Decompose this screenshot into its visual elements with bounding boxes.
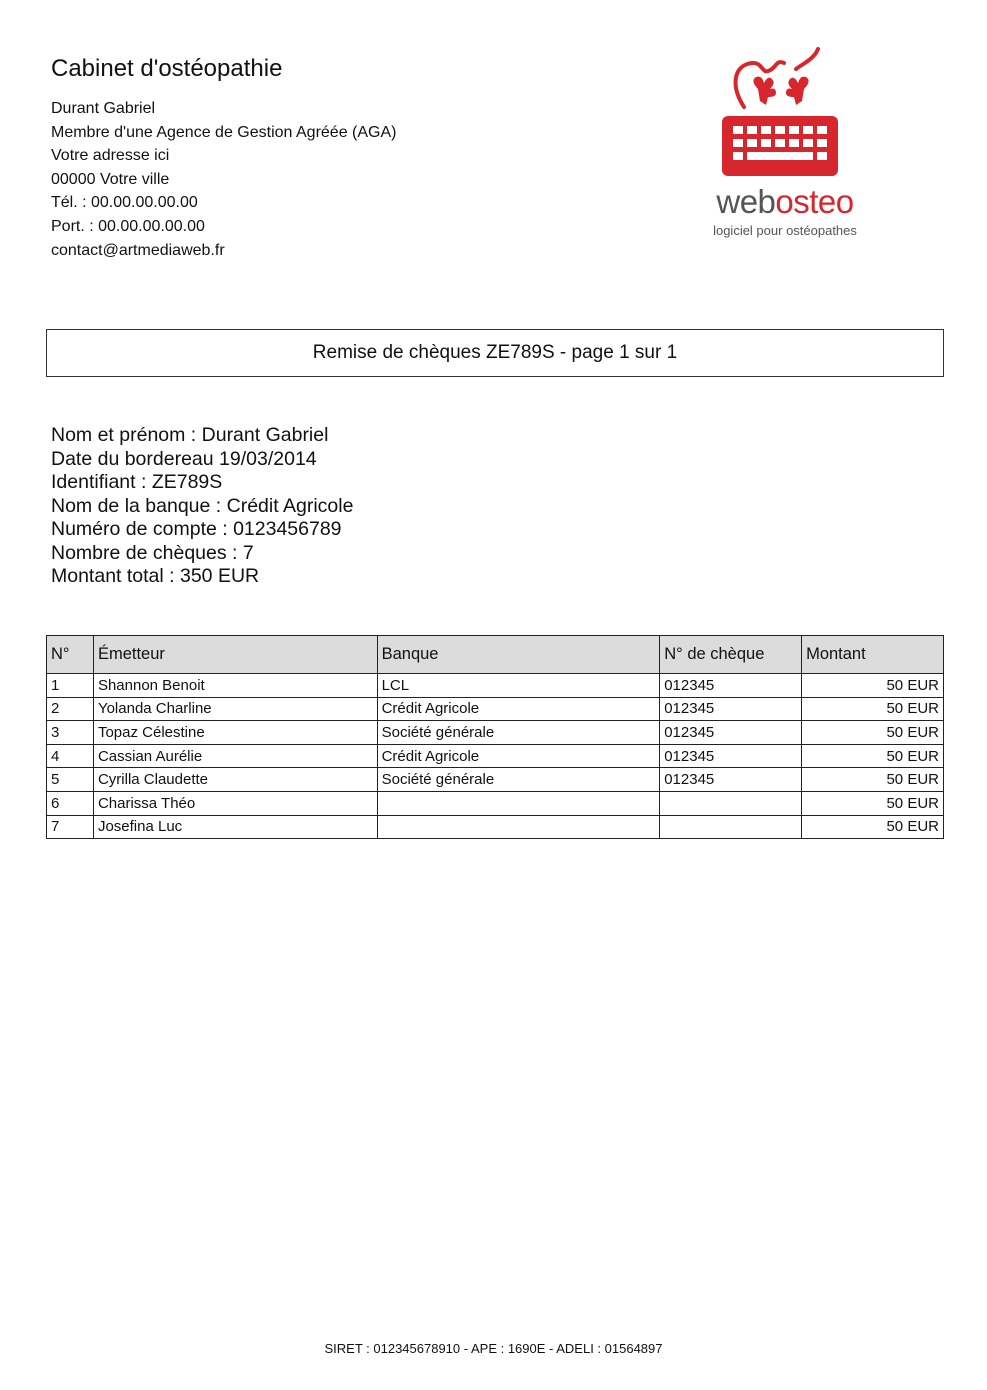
- cell-amount: 50 EUR: [802, 674, 944, 698]
- info-name: Nom et prénom : Durant Gabriel: [51, 424, 329, 446]
- header-number: N°: [47, 636, 94, 674]
- phone-line: Tél. : 00.00.00.00.00: [51, 194, 198, 212]
- cell-number: 7: [47, 815, 94, 839]
- table-row: [47, 744, 944, 768]
- info-total: Montant total : 350 EUR: [51, 565, 260, 587]
- document-title: Remise de chèques ZE789S - page 1 sur 1: [312, 342, 678, 363]
- table-row: [47, 697, 944, 721]
- cell-issuer: Cassian Aurélie: [93, 744, 377, 768]
- table-row: [47, 674, 944, 698]
- table-row: [47, 815, 944, 839]
- street-address: Votre adresse ici: [51, 147, 170, 165]
- logo-wordmark: webosteo: [716, 183, 854, 220]
- header-cheque-number: N° de chèque: [660, 636, 802, 674]
- webosteo-logo: [700, 45, 870, 245]
- info-cheque-count: Nombre de chèques : 7: [51, 541, 254, 564]
- cell-issuer: Josefina Luc: [93, 815, 377, 839]
- document-title-box: [46, 329, 944, 377]
- cell-bank: Crédit Agricole: [377, 697, 660, 721]
- cell-amount: 50 EUR: [802, 744, 944, 768]
- cell-cheque-number: 012345: [660, 744, 802, 768]
- cheques-table: [46, 635, 944, 839]
- clinic-title: Cabinet d'ostéopathie: [51, 55, 283, 82]
- cell-bank: LCL: [377, 674, 660, 698]
- cell-amount: 50 EUR: [802, 697, 944, 721]
- aga-membership: Membre d'une Agence de Gestion Agréée (AGA): [51, 123, 397, 141]
- header-amount: Montant: [802, 636, 944, 674]
- cell-bank: Crédit Agricole: [377, 744, 660, 768]
- cell-number: 3: [47, 721, 94, 745]
- email-line: contact@artmediaweb.fr: [51, 241, 225, 259]
- cell-number: 2: [47, 697, 94, 721]
- cell-number: 1: [47, 674, 94, 698]
- cell-cheque-number: [660, 791, 802, 815]
- header-bank: Banque: [377, 636, 660, 674]
- mobile-line: Port. : 00.00.00.00.00: [51, 217, 205, 235]
- cell-number: 5: [47, 768, 94, 792]
- address-block: [51, 97, 396, 262]
- cell-bank: [377, 791, 660, 815]
- cell-bank: Société générale: [377, 721, 660, 745]
- cell-cheque-number: 012345: [660, 697, 802, 721]
- legal-footer: SIRET : 012345678910 - APE : 1690E - ADELI : 01564897: [324, 1341, 663, 1356]
- cell-amount: 50 EUR: [802, 791, 944, 815]
- cell-number: 4: [47, 744, 94, 768]
- cell-issuer: Cyrilla Claudette: [93, 768, 377, 792]
- cell-amount: 50 EUR: [802, 768, 944, 792]
- practitioner-name: Durant Gabriel: [51, 100, 156, 117]
- info-bank: Nom de la banque : Crédit Agricole: [51, 494, 354, 517]
- info-date: Date du bordereau 19/03/2014: [51, 447, 317, 470]
- header-issuer: Émetteur: [93, 636, 377, 674]
- table-row: [47, 791, 944, 815]
- cell-cheque-number: 012345: [660, 674, 802, 698]
- cell-number: 6: [47, 791, 94, 815]
- cell-cheque-number: 012345: [660, 721, 802, 745]
- cell-bank: [377, 815, 660, 839]
- table-row: [47, 768, 944, 792]
- city-line: 00000 Votre ville: [51, 170, 170, 188]
- cell-issuer: Yolanda Charline: [93, 697, 377, 721]
- table-row: [47, 721, 944, 745]
- cell-amount: 50 EUR: [802, 815, 944, 839]
- cell-amount: 50 EUR: [802, 721, 944, 745]
- info-identifier: Identifiant : ZE789S: [51, 471, 223, 493]
- info-account: Numéro de compte : 0123456789: [51, 518, 342, 540]
- cell-cheque-number: [660, 815, 802, 839]
- cell-cheque-number: 012345: [660, 768, 802, 792]
- cell-issuer: Topaz Célestine: [93, 721, 377, 745]
- cell-bank: Société générale: [377, 768, 660, 792]
- cell-issuer: Shannon Benoit: [93, 674, 377, 698]
- table-header-row: [47, 636, 944, 674]
- logo-tagline: logiciel pour ostéopathes: [713, 223, 857, 238]
- cell-issuer: Charissa Théo: [93, 791, 377, 815]
- keyboard-hands-icon: [700, 45, 870, 185]
- deposit-info: [51, 424, 353, 589]
